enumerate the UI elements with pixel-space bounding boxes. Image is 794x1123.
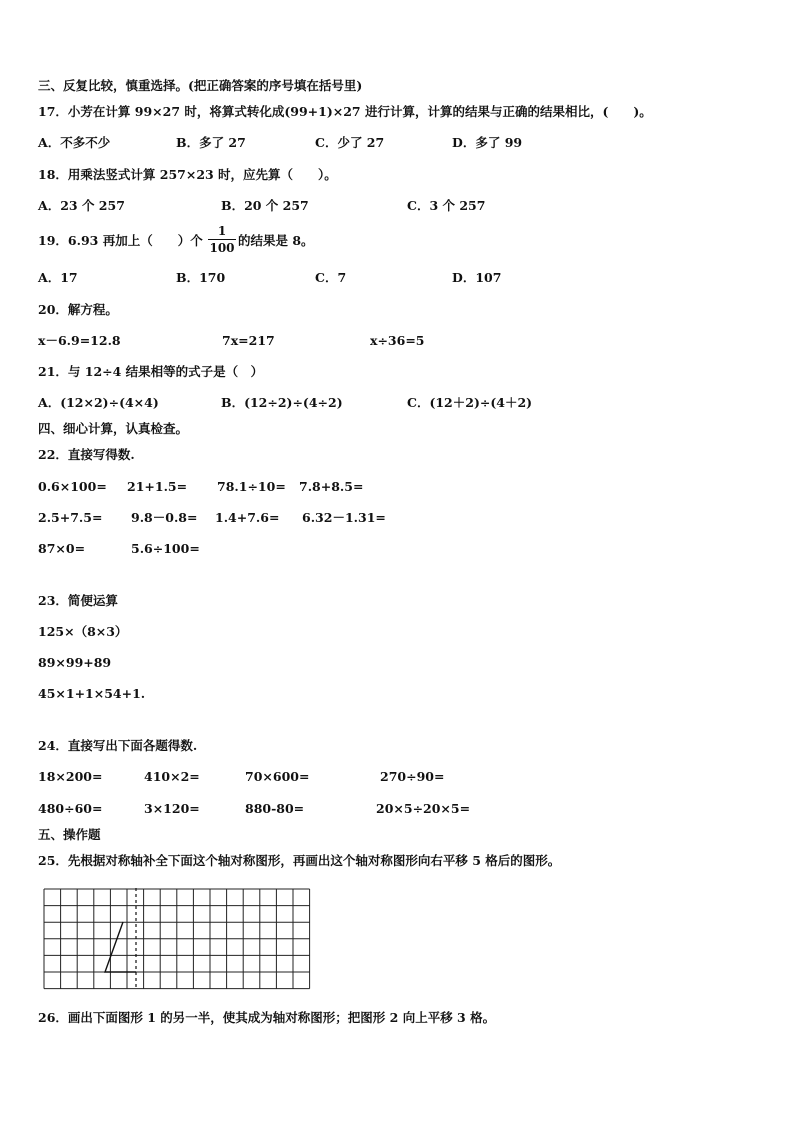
q21-stem: 21．与 12÷4 结果相等的式子是（ ） (38, 364, 264, 379)
q22-r1-c3: 78.1÷10= (217, 479, 286, 494)
q20-equation-3: x÷36=5 (370, 333, 425, 348)
q21-option-b: B．(12÷2)÷(4÷2) (221, 395, 343, 410)
q22-r2-c3: 1.4+7.6= (215, 510, 280, 525)
q23-item-1: 125×（8×3） (38, 624, 128, 639)
q24-r2-c1: 480÷60= (38, 801, 103, 816)
q18-option-c: C．3 个 257 (407, 198, 486, 213)
q19-fraction (208, 224, 236, 255)
q24-r1-c4: 270÷90= (380, 769, 445, 784)
q21-option-a: A．(12×2)÷(4×4) (38, 395, 159, 410)
section3-title: 三、反复比较，慎重选择。(把正确答案的序号填在括号里) (38, 78, 363, 93)
q20-equation-2: 7x=217 (222, 333, 275, 348)
q25-grid (43, 888, 311, 992)
section4-title: 四、细心计算，认真检查。 (38, 421, 189, 436)
q24-r2-c4: 20×5÷20×5= (376, 801, 471, 816)
q17-option-a: A．不多不少 (38, 135, 111, 150)
q23-item-3: 45×1+1×54+1. (38, 686, 146, 701)
q21-option-c: C．(12＋2)÷(4＋2) (407, 395, 533, 410)
fraction-bar (208, 239, 236, 240)
q25-stem: 25．先根据对称轴补全下面这个轴对称图形，再画出这个轴对称图形向右平移 5 格后的图形。 (38, 853, 561, 868)
q19-stem-before: 19．6.93 再加上（ ）个 (38, 233, 203, 248)
q23-stem: 23．简便运算 (38, 593, 118, 608)
q19-fraction-numerator: 1 (217, 224, 227, 238)
q22-r1-c1: 0.6×100= (38, 479, 107, 494)
q20-equation-1: x－6.9=12.8 (38, 333, 121, 348)
q24-r2-c3: 880-80= (245, 801, 305, 816)
q18-stem: 18．用乘法竖式计算 257×23 时，应先算（ ）。 (38, 167, 337, 182)
q17-stem: 17．小芳在计算 99×27 时，将算式转化成(99+1)×27 进行计算，计算的结果与正确的结果相比，( )。 (38, 104, 652, 119)
q17-option-d: D．多了 99 (452, 135, 523, 150)
q26-stem: 26．画出下面图形 1 的另一半，使其成为轴对称图形；把图形 2 向上平移 3 格。 (38, 1010, 496, 1025)
q17-option-c: C．少了 27 (315, 135, 385, 150)
q19-fraction-denominator: 100 (209, 241, 235, 255)
q19-option-a: A．17 (38, 270, 78, 285)
half-figure (105, 922, 136, 972)
q22-r3-c2: 5.6÷100= (131, 541, 200, 556)
q22-r2-c4: 6.32－1.31= (302, 510, 386, 525)
q22-r1-c2: 21+1.5= (127, 479, 188, 494)
q24-r1-c2: 410×2= (144, 769, 200, 784)
q22-r1-c4: 7.8+8.5= (299, 479, 364, 494)
q23-item-2: 89×99+89 (38, 655, 112, 670)
q24-r2-c2: 3×120= (144, 801, 200, 816)
q19-stem-after: 的结果是 8。 (238, 233, 314, 248)
section5-title: 五、操作题 (38, 827, 101, 842)
q18-option-a: A．23 个 257 (38, 198, 125, 213)
q20-stem: 20．解方程。 (38, 302, 118, 317)
q22-r2-c2: 9.8－0.8= (131, 510, 198, 525)
q24-r1-c3: 70×600= (245, 769, 310, 784)
q24-r1-c1: 18×200= (38, 769, 103, 784)
q19-option-d: D．107 (452, 270, 502, 285)
q24-stem: 24．直接写出下面各题得数. (38, 738, 198, 753)
q22-r2-c1: 2.5+7.5= (38, 510, 103, 525)
q19-option-b: B．170 (176, 270, 226, 285)
q19-option-c: C．7 (315, 270, 347, 285)
q17-option-b: B．多了 27 (176, 135, 246, 150)
q18-option-b: B．20 个 257 (221, 198, 309, 213)
q22-r3-c1: 87×0= (38, 541, 86, 556)
q22-stem: 22．直接写得数. (38, 447, 135, 462)
